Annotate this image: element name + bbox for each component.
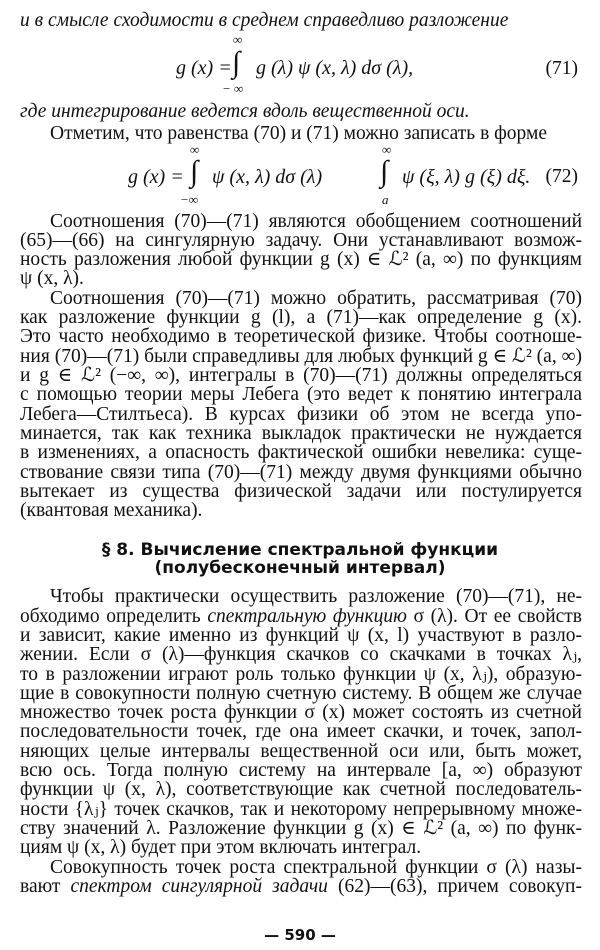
eq72-lhs: g (x) = (128, 166, 184, 188)
page-number: — 590 — (264, 926, 336, 944)
paragraph5-line: ности {λⱼ} точек скачков, так и некоторому непрерывному множе- (20, 798, 582, 820)
eq72-int2-lower: a (382, 192, 389, 207)
paragraph5-line: жении. Если σ (λ)—функция скачков со скачками в точках λⱼ, (20, 644, 582, 666)
paragraph5-line: ству значений λ. Разложение функции g (x) ∈ ℒ² (a, ∞) по функ- (20, 818, 582, 839)
paragraph5-line: последовательности точек, где она имеет скачки, и точек, запол- (20, 721, 582, 743)
paragraph4-line: и g ∈ ℒ² (−∞, ∞), интегралы в (70)—(71) должны определяться (20, 365, 582, 387)
paragraph4-line: ствование связи типа (70)—(71) между двумя функциями обычно (20, 461, 582, 483)
eq71-lower-limit: − ∞ (222, 81, 244, 96)
paragraph5-line: щие в совокупности полную счетную систему. В общем же случае (20, 682, 582, 704)
paragraph5-line: множество точек роста функции σ (x) может состоять из счетной (20, 702, 582, 724)
after-eq71-line: где интегрирование ведется вдоль вещественной оси. (20, 101, 470, 122)
paragraph6-line: вают спектром сингулярной задачи (62)—(63), причем совокуп- (20, 875, 582, 897)
paragraph5-line: няющих целые интервалы вещественной оси или, быть может, (20, 740, 582, 762)
paragraph4-line: (квантовая механика). (20, 500, 203, 522)
eq72-int2-upper: ∞ (382, 142, 392, 157)
paragraph3-line: ψ (x, λ). (20, 268, 84, 290)
term-spectral-function: спектральную функцию (207, 605, 407, 627)
paragraph4-line: с помощью теории меры Лебега (это ведет к понятию интеграла (20, 384, 582, 406)
paragraph4-line: в изменениях, а опасность фактической ошибки невелика: суще- (20, 442, 582, 464)
term-singular-spectrum: спектром сингулярной задачи (70, 875, 328, 897)
paragraph4-line: вытекает из существа физической задачи или постулируется (20, 480, 582, 502)
section-heading-line2: (полубесконечный интервал) (154, 558, 446, 579)
paragraph5-line: циям ψ (x, λ) будет при этом включать интеграл. (20, 837, 422, 859)
eq71-integrand: g (λ) ψ (x, λ) dσ (λ), (256, 57, 414, 79)
paragraph4-line: Соотношения (70)—(71) можно обратить, рассматривая (70) (50, 287, 582, 309)
paragraph2-line: Отметим, что равенства (70) и (71) можно записать в форме (50, 123, 547, 144)
paragraph5-line: Чтобы практически осуществить разложение (70)—(71), не- (50, 586, 582, 608)
integral-sign: ∫ (232, 46, 241, 79)
paragraph4-line: как разложение функции g (l), а (71)—как определение g (x). (20, 307, 582, 329)
paragraph4-line: Это часто необходимо в теоретической физике. Чтобы соотноше- (20, 326, 582, 348)
paragraph5-line: и зависит, какие именно из функций ψ (x, l) участвуют в разло- (20, 624, 582, 646)
eq72-int1-upper: ∞ (190, 142, 200, 157)
eq71-upper-limit: ∞ (233, 32, 243, 47)
integral-sign: ∫ (380, 155, 389, 188)
paragraph5-line: то в разложении играют роль только функции ψ (x, λⱼ), образую- (20, 663, 582, 685)
eq71-number: (71) (545, 58, 578, 79)
paragraph5-line: функции ψ (x, λ), соответствующие как счетной последователь- (20, 779, 582, 801)
paragraph5-line: всю ось. Тогда полную систему на интервале [a, ∞) образуют (20, 760, 582, 782)
eq72-part1: ψ (x, λ) dσ (λ) (212, 166, 323, 188)
eq72-int1-lower: −∞ (180, 192, 199, 207)
paragraph4-line: минается, так как техника выкладок практически не нуждается (20, 422, 582, 444)
eq72-part2: ψ (ξ, λ) g (ξ) dξ. (402, 166, 531, 188)
intro-line: и в смысле сходимости в среднем справедливо разложение (20, 10, 509, 31)
paragraph4-line: Лебега—Стилтьеса). В курсах физики об этом не всегда упо- (20, 403, 582, 425)
paragraph6-line: Совокупность точек роста спектральной функции σ (λ) назы- (50, 856, 582, 878)
integral-sign: ∫ (190, 155, 199, 188)
paragraph3-line: (65)—(66) на сингулярную задачу. Они устанавливают возмож- (20, 229, 582, 251)
paragraph4-line: ния (70)—(71) были справедливы для любых функций g ∈ ℒ² (a, ∞) (20, 345, 582, 367)
paragraph3-line: ность разложения любой функции g (x) ∈ ℒ² (a, ∞) по функциям (20, 249, 582, 271)
section-heading-line1: § 8. Вычисление спектральной функции (101, 539, 499, 560)
eq71-lhs: g (x) = (176, 57, 232, 79)
paragraph5-line: обходимо определить спектральную функцию σ (λ). От ее свойств (20, 605, 583, 627)
paragraph3-line: Соотношения (70)—(71) являются обобщением соотношений (50, 210, 582, 232)
eq72-number: (72) (545, 166, 578, 187)
